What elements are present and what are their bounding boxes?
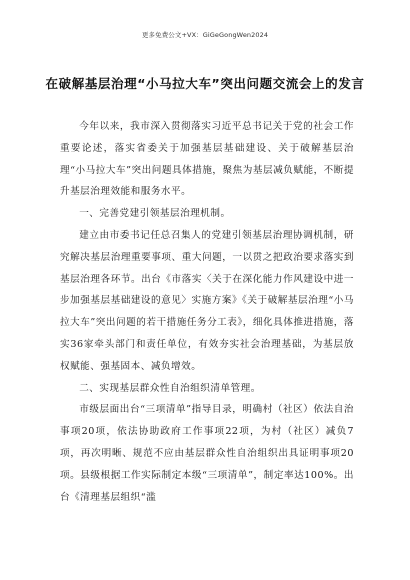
document-body [60,116,354,508]
section-heading-2: 二、实现基层群众性自治组织清单管理。 [79,382,261,394]
document-title: 在破解基层治理“小马拉大车”突出问题交流会上的发言 [45,76,365,91]
intro-paragraph: 今年以来，我市深入贯彻落实习近平总书记关于党的社会工作重要论述，落实省委关于加强基层基础建设、关于破解基层治理“小马拉大车”突出问题具体措施，聚焦为基层减负赋能，不断提升基层治理效能和服务水平。 [60,121,354,198]
section-heading-1: 一、完善党建引领基层治理机制。 [79,208,231,220]
body-paragraph: 市级层面出台“三项清单”指导目录，明确村（社区）依法自治事项20项，依法协助政府工作事项22项，为村（社区）减负7项，再次明晰、规范不应由基层群众性自治组织出具证明事项20项。县级根据工作实际制定本级“三项清单”，制定率达100%。出台《清理基层组织“滥 [60,404,354,503]
body-paragraph: 建立由市委书记任总召集人的党建引领基层治理协调机制，研究解决基层治理重要事项、重大问题，一以贯之把政治要求落实到基层治理各环节。出台《市落实〈关于在深化能力作风建设中进一步加强基层基础建设的意见〉实施方案》《关于破解基层治理“小马拉大车”突出问题的若干措施任务分工表》，细化具体推进措施，落实36家牵头部门和责任单位，有效夯实社会治理基础，为基层放权赋能、强基固本、减负增效。 [60,229,354,372]
header-note: 更多免费公文+VX：GiGeGongWen2024 [141,31,269,39]
